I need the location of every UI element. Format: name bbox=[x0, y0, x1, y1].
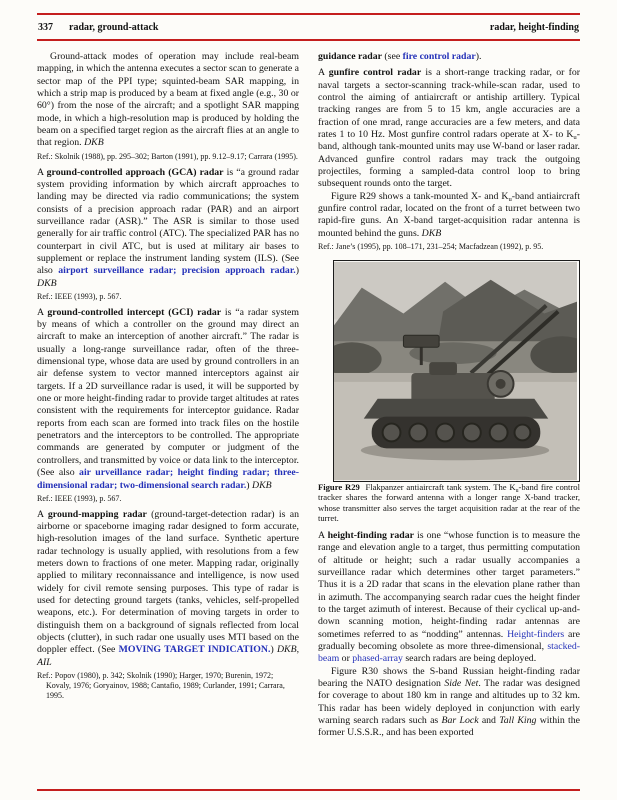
italic-text: DKB bbox=[37, 277, 57, 289]
paragraph bbox=[318, 191, 580, 240]
cross-reference-link[interactable]: phased-array bbox=[352, 653, 403, 665]
text-run: (see bbox=[381, 51, 403, 62]
italic-text: DKB bbox=[421, 227, 442, 239]
subscript-text: u bbox=[515, 487, 519, 494]
bold-term: ground-mapping radar bbox=[47, 508, 147, 520]
reference-entry bbox=[37, 494, 299, 504]
running-head-right-title: radar, height-finding bbox=[489, 22, 579, 33]
italic-text: Side Net bbox=[444, 677, 479, 689]
text-run: A bbox=[318, 529, 328, 541]
text-run: ) bbox=[270, 644, 277, 656]
text-run: ) bbox=[295, 265, 299, 277]
text-run: is a short-range tracking radar, or for naval targets a sector-scanning track-while-scan radar, used to control the aiming of antiaircraft or antiship artillery. Typical tracking ranges are from 5 to 15 km, angle accuracies are a fraction of one mrad, range accuracies are a few meters, and data rates 1 to 10 Hz. Most gunfire control radars operate at X- to K bbox=[318, 67, 581, 141]
text-run: and bbox=[478, 715, 500, 726]
header-rule bbox=[37, 39, 580, 41]
italic-text: DKB bbox=[252, 479, 272, 491]
paragraph bbox=[37, 167, 299, 290]
bold-term: ground-controlled intercept (GCI) radar bbox=[47, 306, 222, 318]
text-run: Figure R29 shows a tank-mounted X- and K bbox=[331, 190, 509, 202]
cross-reference-link[interactable]: stacked-beam bbox=[318, 640, 580, 665]
text-run: Flakpanzer antiaircraft tank system. The K bbox=[359, 481, 516, 492]
text-run: -band antiaircraft gunfire control radar, located on the front of a turret between two rapid-fire guns. An X-band target-acquisition radar antenna is mounted behind the guns. bbox=[318, 190, 580, 239]
text-run: ). bbox=[475, 51, 482, 62]
figure-r29-image bbox=[333, 260, 580, 482]
text-run: Figure R30 shows the S-band Russian height-finding radar bearing the NATO designation bbox=[318, 665, 580, 689]
paragraph bbox=[37, 307, 299, 492]
left-column bbox=[37, 51, 299, 740]
paragraph bbox=[37, 51, 299, 150]
text-run: Ref.: IEEE (1993), p. 567. bbox=[37, 291, 122, 301]
reference-entry bbox=[318, 242, 580, 252]
text-run: or bbox=[339, 653, 353, 665]
text-run: Ref.: IEEE (1993), p. 567. bbox=[37, 493, 122, 503]
bold-term: height-finding radar bbox=[327, 529, 414, 541]
text-run: is “a ground radar system providing information by which aircraft approaches to landing may be directed via radio communications; the system consists of a precision approach radar (PAR) and an airport surveillance radar (ASR).” The ASR is similar to those used generally for air traffic control (ATC). The specialized PAR has no counterpart in civil ATC, but is used at military air bases to supplement or replace the instrument landing system (ILS). (See also bbox=[37, 166, 299, 277]
paragraph bbox=[318, 666, 580, 740]
text-run: is “a radar system by means of which a controller on the ground may direct an aircraft to make an interception of another aircraft.” The radar is usually a long-range surveillance radar, often of the three-dimensional type, whose data are used by ground controllers in an air defense system to vector manned interceptors against air targets. If a 2D surveillance radar is used, it will be supported by one or more height-finding radar to provide target altitudes at rates consistent with the requirements for interceptor guidance. Radar reports from each scan are formed into track files on the hostile penetrators and the interceptors to be controlled. The appropriate commands are generated by computer or judgment of the controllers, and transmitted by voice or data link to the interceptor. (See also bbox=[37, 306, 299, 479]
text-run: -band, although tank-mounted units may use W-band or laser radar. Advanced gunfire control radars may track the outgoing projectiles, forming a sampled-data control loop to bring subsequent rounds onto the target. bbox=[318, 129, 580, 190]
paragraph bbox=[318, 51, 580, 63]
text-run: within the former U.S.S.R., and has been exported bbox=[318, 715, 580, 739]
figure-r29 bbox=[318, 260, 580, 524]
text-run: ) bbox=[246, 479, 252, 491]
text-run: Ref.: Popov (1980), p. 342; Skolnik (1990); Harger, 1970; Burenin, 1972; Kovaly, 1976; Goryainov, 1988; Cantafio, 1989; Curlander, 1991; Carrara, 1995. bbox=[37, 671, 285, 700]
text-run: Ground-attack modes of operation may include real-beam mapping, in which the antenna executes a sector scan to generate a sector map of the PPI type; squinted-beam SAR mapping, in which a strip map is produced by a beam at fixed angle (e.g., 30 or 60°) from the nose of the aircraft; and a spotlight SAR mapping mode, in which a high-resolution map is produced by holding the beam on a specified target region as the aircraft flies at an angle to that region. bbox=[37, 51, 299, 149]
paragraph bbox=[318, 67, 580, 190]
text-run: A bbox=[318, 67, 329, 79]
text-run: A bbox=[37, 508, 48, 520]
bold-term: ground-controlled approach (GCA) radar bbox=[46, 166, 224, 178]
bold-term: Figure R29 bbox=[318, 481, 360, 492]
running-head-left-title: radar, ground-attack bbox=[69, 22, 159, 33]
subscript-text: u bbox=[508, 195, 512, 203]
text-run: Ref.: Jane’s (1995), pp. 108–171, 231–254; Macfadzean (1992), p. 95. bbox=[318, 242, 544, 252]
cross-reference-link[interactable]: MOVING TARGET INDICATION. bbox=[118, 644, 271, 656]
running-header-left bbox=[38, 22, 158, 33]
reference-entry bbox=[37, 292, 299, 302]
subscript-text: u bbox=[573, 134, 577, 142]
text-run: -band fire control tracker shares the forward antenna with a longer range X-band tracker, whose transmitter also serves the target acquisition radar at the rear of the turret. bbox=[318, 481, 580, 524]
running-header bbox=[37, 15, 580, 39]
italic-text: Tall King bbox=[499, 715, 537, 726]
text-run: is one “whose function is to measure the range and elevation angle to a target, thus permitting computation of altitude or height; such a radar usually accompanies a surveillance radar which determines other target parameters.” Thus it is a 2D radar that scans in the elevation plane rather than in azimuth. The accompanying search radar cues the height finder to the target azimuth of interest. Because of their cyclical up-and-down scanning motion, height-finding radar antennas are sometimes referred to as “nodding” antennas. bbox=[318, 529, 580, 640]
tank-photo bbox=[334, 261, 577, 481]
right-column-bottom bbox=[318, 530, 580, 740]
right-column bbox=[318, 51, 580, 740]
text-run: are gradually becoming obsolete as more three-dimensional, bbox=[318, 628, 580, 652]
cross-reference-link[interactable]: airport surveillance radar; precision approach radar. bbox=[58, 265, 296, 277]
cross-reference-link[interactable]: air urveillance radar; height finding radar; three-dimensional radar; two-dimensional search radar. bbox=[37, 467, 299, 491]
reference-entry bbox=[37, 671, 299, 700]
cross-reference-link[interactable]: Height-finders bbox=[507, 628, 565, 640]
right-column-top bbox=[318, 51, 580, 252]
text-run: . The radar was designed for coverage to about 180 km in range and altitudes up to 32 km. This radar has been widely deployed in conjunction with early warning search radars such as bbox=[318, 677, 581, 726]
page-number: 337 bbox=[38, 22, 53, 33]
bold-term: gunfire control radar bbox=[328, 67, 422, 79]
paragraph bbox=[37, 509, 299, 669]
two-column-layout bbox=[37, 51, 580, 740]
bold-term: guidance radar bbox=[318, 51, 382, 62]
text-run: A bbox=[37, 166, 47, 178]
bottom-rule bbox=[37, 789, 580, 791]
cross-reference-link[interactable]: fire control radar bbox=[402, 51, 476, 62]
text-run: Ref.: Skolnik (1988), pp. 295–302; Barton (1991), pp. 9.12–9.17; Carrara (1995). bbox=[37, 151, 298, 161]
italic-text: Bar Lock bbox=[441, 715, 479, 726]
reference-entry bbox=[37, 152, 299, 162]
italic-text: DKB, AIL bbox=[37, 644, 300, 668]
text-run: A bbox=[37, 306, 48, 318]
italic-text: DKB bbox=[84, 137, 104, 149]
paragraph bbox=[318, 530, 580, 666]
text-run: search radars are being deployed. bbox=[402, 653, 537, 665]
figure-caption-text bbox=[318, 482, 580, 524]
text-run: (ground-target-detection radar) is an airborne or spaceborne imaging radar designed to form accurate, high-resolution images of the land surface. Synthetic aperture radar technology is usually applied, with resolutions from a few meters down to fractions of one meter. Mapping radar, originally applied to military reconnaissance and intelligence, is now used widely for civil remote sensing purposes. This type of radar is used for detecting ground targets (tanks, vehicles, self-propelled weapons, etc.). For determination of moving targets in order to distinguish them on a background of signals reflected from local objects (clutter), in such radar one usually uses MTI based on the doppler effect. (See bbox=[37, 508, 299, 656]
figure-r29-caption bbox=[318, 482, 580, 524]
